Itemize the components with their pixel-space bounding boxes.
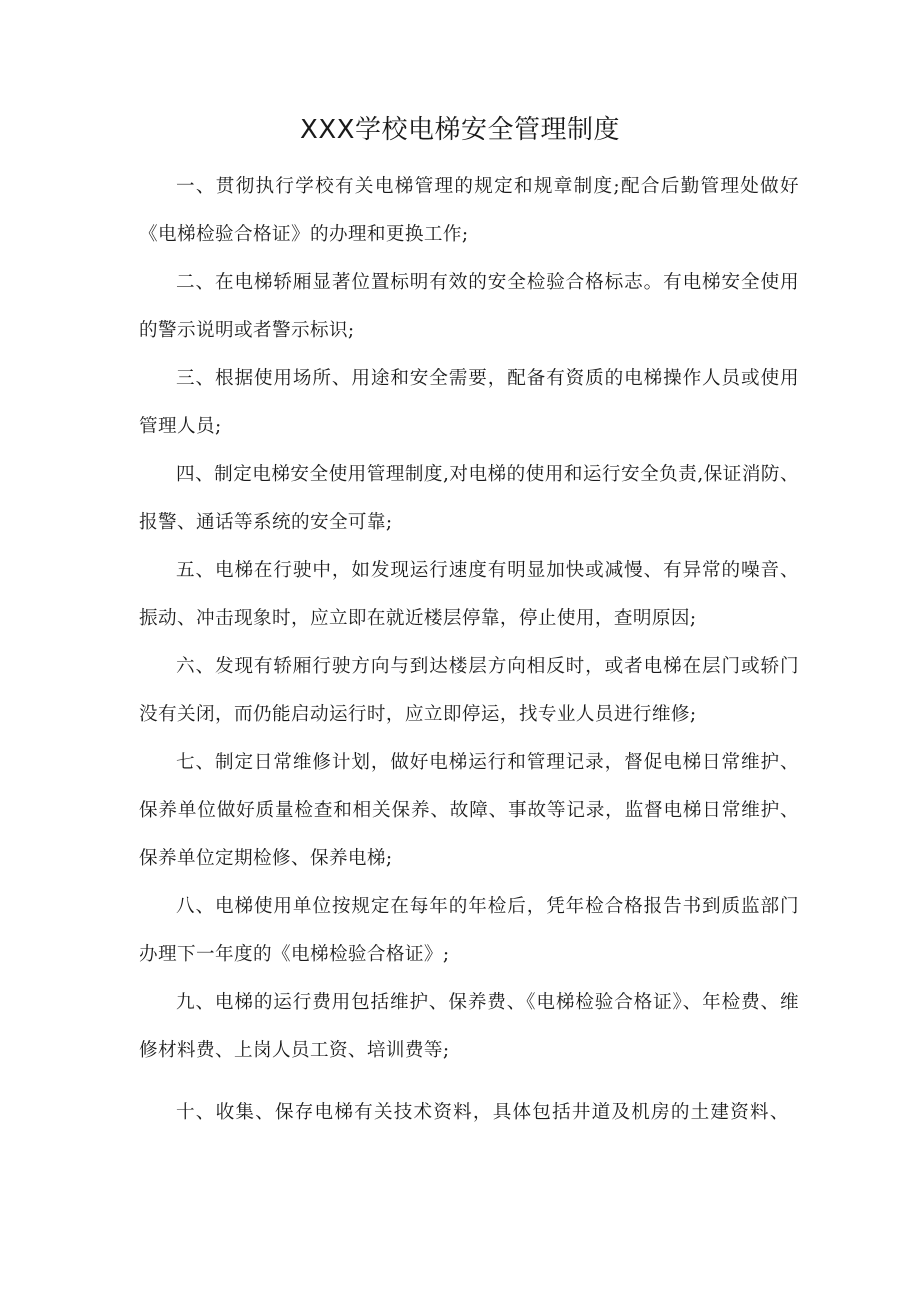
paragraph-4: 四、制定电梯安全使用管理制度,对电梯的使用和运行安全负责,保证消防、报警、通话等系统的安全可靠; (139, 464, 799, 533)
paragraph-6: 六、发现有轿厢行驶方向与到达楼层方向相反时，或者电梯在层门或轿门没有关闭，而仍能启动运行时，应立即停运，找专业人员进行维修; (139, 656, 799, 725)
paragraph-10: 十、收集、保存电梯有关技术资料，具体包括井道及机房的土建资料、 (176, 1102, 790, 1123)
paragraph-5: 五、电梯在行驶中，如发现运行速度有明显加快或减慢、有异常的噪音、振动、冲击现象时，应立即在就近楼层停靠，停止使用，查明原因; (139, 560, 799, 629)
paragraph-7: 七、制定日常维修计划，做好电梯运行和管理记录，督促电梯日常维护、保养单位做好质量检查和相关保养、故障、事故等记录，监督电梯日常维护、保养单位定期检修、保养电梯; (139, 752, 799, 869)
paragraph-1: 一、贯彻执行学校有关电梯管理的规定和规章制度;配合后勤管理处做好《电梯检验合格证》的办理和更换工作; (139, 176, 799, 245)
paragraph-9: 九、电梯的运行费用包括维护、保养费、《电梯检验合格证》、年检费、维修材料费、上岗人员工资、培训费等; (139, 992, 799, 1061)
document-body (139, 163, 799, 1137)
paragraph-8: 八、电梯使用单位按规定在每年的年检后，凭年检合格报告书到质监部门办理下一年度的《电梯检验合格证》; (139, 896, 799, 965)
paragraph-3: 三、根据使用场所、用途和安全需要，配备有资质的电梯操作人员或使用管理人员; (139, 368, 799, 437)
document-title: XXX学校电梯安全管理制度 (300, 115, 620, 145)
paragraph-2: 二、在电梯轿厢显著位置标明有效的安全检验合格标志。有电梯安全使用的警示说明或者警示标识; (139, 272, 799, 341)
